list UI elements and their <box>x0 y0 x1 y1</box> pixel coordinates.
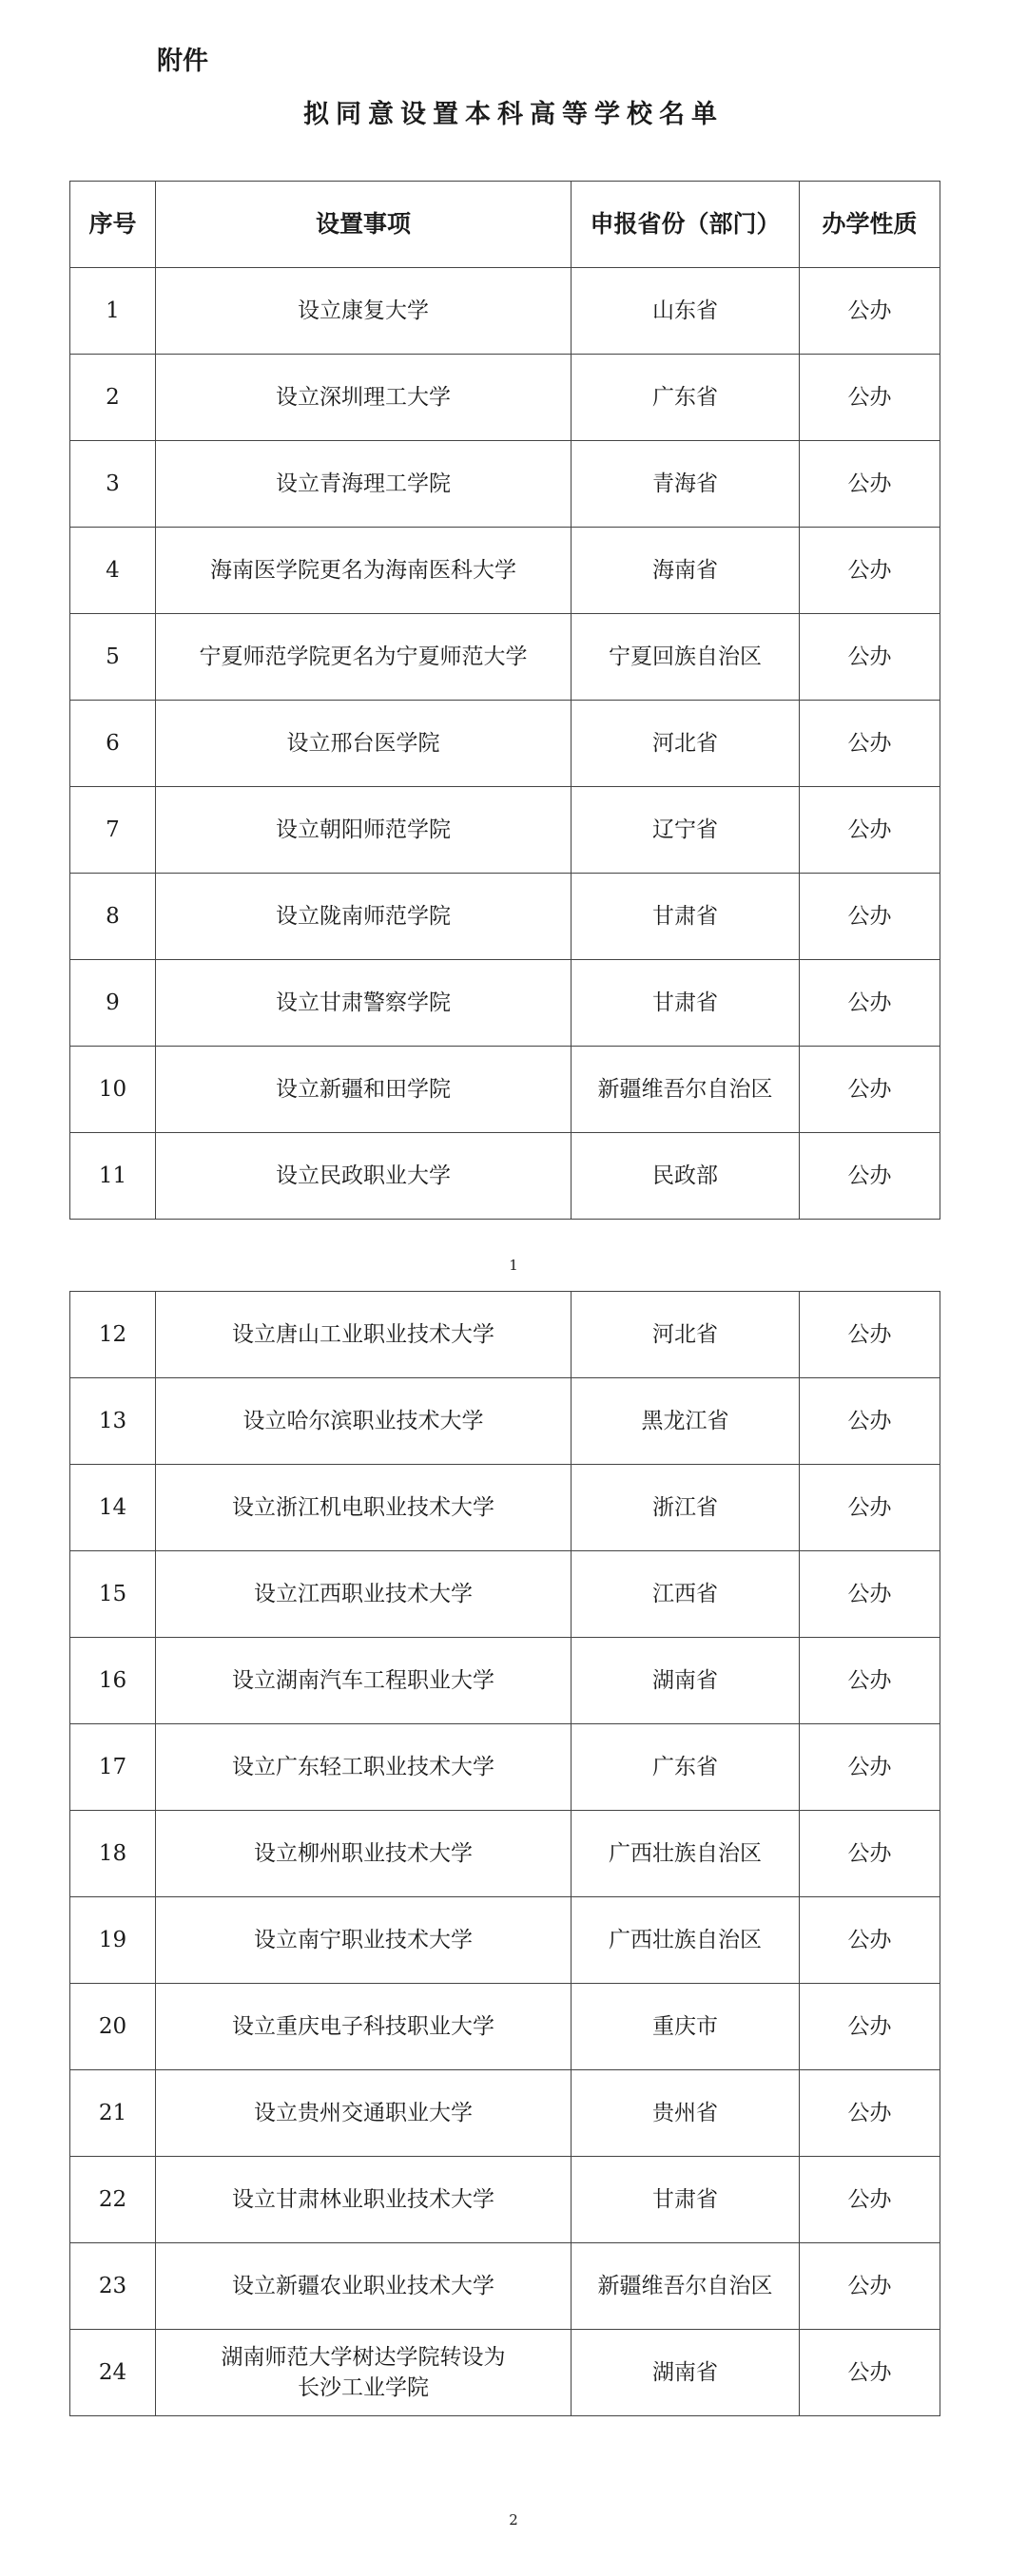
setup-item-cell: 设立江西职业技术大学 <box>156 1551 572 1638</box>
table-row <box>70 874 940 960</box>
school-nature-cell: 公办 <box>800 1811 940 1897</box>
province-cell: 宁夏回族自治区 <box>572 614 800 701</box>
table-row <box>70 960 940 1047</box>
school-nature-cell: 公办 <box>800 441 940 528</box>
setup-item-cell: 设立新疆农业职业技术大学 <box>156 2243 572 2330</box>
school-nature-cell: 公办 <box>800 960 940 1047</box>
province-cell: 广西壮族自治区 <box>572 1811 800 1897</box>
row-number-cell: 16 <box>70 1638 156 1724</box>
setup-item-cell: 设立朝阳师范学院 <box>156 787 572 874</box>
school-nature-cell: 公办 <box>800 1984 940 2070</box>
row-number-cell: 9 <box>70 960 156 1047</box>
row-number-cell: 15 <box>70 1551 156 1638</box>
table-row <box>70 1984 940 2070</box>
setup-item-cell: 海南医学院更名为海南医科大学 <box>156 528 572 614</box>
setup-item-cell: 设立广东轻工职业技术大学 <box>156 1724 572 1811</box>
province-cell: 湖南省 <box>572 1638 800 1724</box>
table-row <box>70 2157 940 2243</box>
setup-item-cell: 设立新疆和田学院 <box>156 1047 572 1133</box>
province-cell: 江西省 <box>572 1551 800 1638</box>
document-title: 拟同意设置本科高等学校名单 <box>303 100 724 129</box>
table-row <box>70 1897 940 1984</box>
school-nature-cell: 公办 <box>800 2243 940 2330</box>
setup-item-cell: 设立民政职业大学 <box>156 1133 572 1220</box>
schools-table-page-1 <box>69 181 940 1220</box>
column-header: 办学性质 <box>800 182 940 268</box>
province-cell: 湖南省 <box>572 2330 800 2416</box>
table-row <box>70 701 940 787</box>
province-cell: 新疆维吾尔自治区 <box>572 2243 800 2330</box>
setup-item-cell: 设立浙江机电职业技术大学 <box>156 1465 572 1551</box>
province-cell: 广西壮族自治区 <box>572 1897 800 1984</box>
row-number-cell: 4 <box>70 528 156 614</box>
table-row <box>70 441 940 528</box>
province-cell: 甘肃省 <box>572 960 800 1047</box>
setup-item-cell: 设立重庆电子科技职业大学 <box>156 1984 572 2070</box>
table-row <box>70 1292 940 1378</box>
school-nature-cell: 公办 <box>800 1378 940 1465</box>
table-row <box>70 1811 940 1897</box>
table-row <box>70 1638 940 1724</box>
row-number-cell: 19 <box>70 1897 156 1984</box>
setup-item-cell: 设立湖南汽车工程职业大学 <box>156 1638 572 1724</box>
setup-item-cell: 设立哈尔滨职业技术大学 <box>156 1378 572 1465</box>
school-nature-cell: 公办 <box>800 1724 940 1811</box>
row-number-cell: 12 <box>70 1292 156 1378</box>
school-nature-cell: 公办 <box>800 2157 940 2243</box>
setup-item-cell: 湖南师范大学树达学院转设为 长沙工业学院 <box>156 2330 572 2416</box>
row-number-cell: 6 <box>70 701 156 787</box>
table-row <box>70 355 940 441</box>
row-number-cell: 22 <box>70 2157 156 2243</box>
row-number-cell: 13 <box>70 1378 156 1465</box>
school-nature-cell: 公办 <box>800 1047 940 1133</box>
setup-item-cell: 设立康复大学 <box>156 268 572 355</box>
province-cell: 黑龙江省 <box>572 1378 800 1465</box>
school-nature-cell: 公办 <box>800 874 940 960</box>
table-row <box>70 528 940 614</box>
column-header: 申报省份（部门） <box>572 182 800 268</box>
province-cell: 青海省 <box>572 441 800 528</box>
table-row <box>70 1378 940 1465</box>
school-nature-cell: 公办 <box>800 1897 940 1984</box>
setup-item-cell: 设立陇南师范学院 <box>156 874 572 960</box>
table-row <box>70 1133 940 1220</box>
school-nature-cell: 公办 <box>800 528 940 614</box>
setup-item-cell: 设立深圳理工大学 <box>156 355 572 441</box>
province-cell: 海南省 <box>572 528 800 614</box>
page-number: 2 <box>509 2511 518 2528</box>
school-nature-cell: 公办 <box>800 1551 940 1638</box>
row-number-cell: 14 <box>70 1465 156 1551</box>
school-nature-cell: 公办 <box>800 701 940 787</box>
school-nature-cell: 公办 <box>800 268 940 355</box>
setup-item-cell: 设立柳州职业技术大学 <box>156 1811 572 1897</box>
school-nature-cell: 公办 <box>800 2070 940 2157</box>
row-number-cell: 21 <box>70 2070 156 2157</box>
row-number-cell: 24 <box>70 2330 156 2416</box>
row-number-cell: 17 <box>70 1724 156 1811</box>
attachment-label: 附件 <box>157 47 208 76</box>
province-cell: 浙江省 <box>572 1465 800 1551</box>
row-number-cell: 3 <box>70 441 156 528</box>
province-cell: 贵州省 <box>572 2070 800 2157</box>
province-cell: 河北省 <box>572 1292 800 1378</box>
table-row <box>70 1551 940 1638</box>
province-cell: 广东省 <box>572 355 800 441</box>
table-row <box>70 2070 940 2157</box>
province-cell: 广东省 <box>572 1724 800 1811</box>
setup-item-cell: 设立甘肃林业职业技术大学 <box>156 2157 572 2243</box>
setup-item-cell: 设立青海理工学院 <box>156 441 572 528</box>
setup-item-cell: 设立贵州交通职业大学 <box>156 2070 572 2157</box>
row-number-cell: 23 <box>70 2243 156 2330</box>
setup-item-cell: 宁夏师范学院更名为宁夏师范大学 <box>156 614 572 701</box>
school-nature-cell: 公办 <box>800 1133 940 1220</box>
table-row <box>70 2243 940 2330</box>
row-number-cell: 20 <box>70 1984 156 2070</box>
province-cell: 甘肃省 <box>572 874 800 960</box>
province-cell: 重庆市 <box>572 1984 800 2070</box>
page-number: 1 <box>509 1257 518 1274</box>
province-cell: 河北省 <box>572 701 800 787</box>
table-row <box>70 787 940 874</box>
row-number-cell: 8 <box>70 874 156 960</box>
setup-item-cell: 设立南宁职业技术大学 <box>156 1897 572 1984</box>
school-nature-cell: 公办 <box>800 614 940 701</box>
school-nature-cell: 公办 <box>800 1292 940 1378</box>
table-row <box>70 268 940 355</box>
province-cell: 新疆维吾尔自治区 <box>572 1047 800 1133</box>
row-number-cell: 18 <box>70 1811 156 1897</box>
row-number-cell: 11 <box>70 1133 156 1220</box>
row-number-cell: 1 <box>70 268 156 355</box>
school-nature-cell: 公办 <box>800 1465 940 1551</box>
table-header-row <box>70 182 940 268</box>
setup-item-cell: 设立邢台医学院 <box>156 701 572 787</box>
province-cell: 辽宁省 <box>572 787 800 874</box>
province-cell: 甘肃省 <box>572 2157 800 2243</box>
province-cell: 民政部 <box>572 1133 800 1220</box>
column-header: 设置事项 <box>156 182 572 268</box>
row-number-cell: 5 <box>70 614 156 701</box>
province-cell: 山东省 <box>572 268 800 355</box>
school-nature-cell: 公办 <box>800 2330 940 2416</box>
setup-item-cell: 设立甘肃警察学院 <box>156 960 572 1047</box>
table-row <box>70 1047 940 1133</box>
row-number-cell: 10 <box>70 1047 156 1133</box>
column-header: 序号 <box>70 182 156 268</box>
table-row <box>70 1465 940 1551</box>
table-row <box>70 614 940 701</box>
table-row <box>70 2330 940 2416</box>
school-nature-cell: 公办 <box>800 787 940 874</box>
schools-table-page-2 <box>69 1291 940 2416</box>
school-nature-cell: 公办 <box>800 1638 940 1724</box>
row-number-cell: 2 <box>70 355 156 441</box>
setup-item-cell: 设立唐山工业职业技术大学 <box>156 1292 572 1378</box>
table-row <box>70 1724 940 1811</box>
school-nature-cell: 公办 <box>800 355 940 441</box>
row-number-cell: 7 <box>70 787 156 874</box>
